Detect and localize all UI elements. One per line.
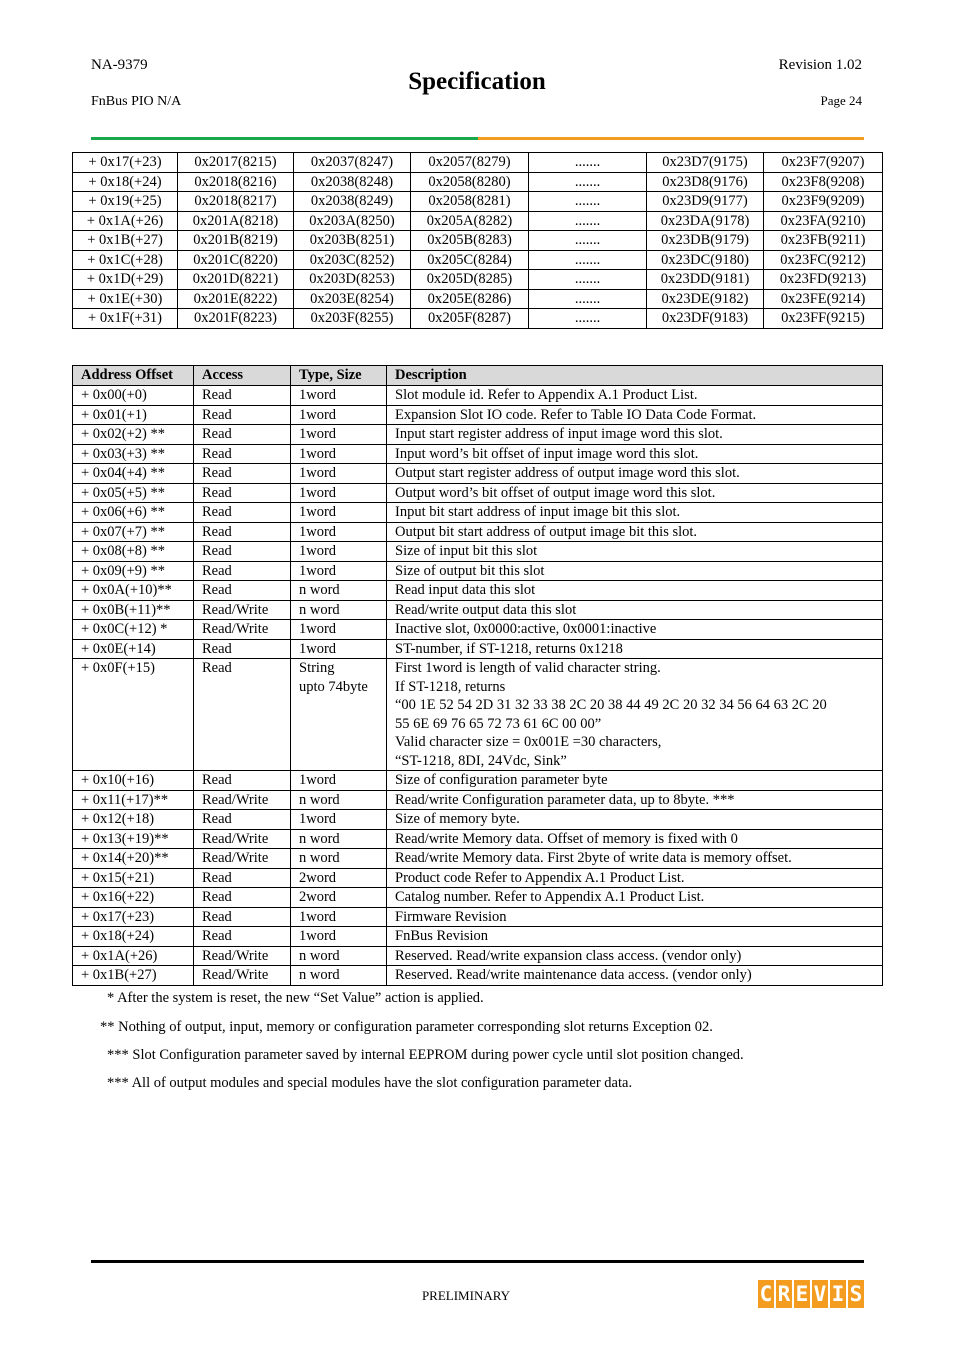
type-size-cell: n word	[291, 581, 387, 601]
table-row	[73, 153, 883, 173]
header-divider-green	[91, 137, 478, 140]
product-name: FnBus PIO N/A	[91, 94, 182, 109]
description-cell	[387, 639, 883, 659]
description-cell	[387, 888, 883, 908]
address-map-table	[72, 152, 883, 329]
type-size-cell: 1word	[291, 386, 387, 406]
access-cell: Read/Write	[194, 946, 291, 966]
table-row	[73, 790, 883, 810]
table-row	[73, 600, 883, 620]
description-line: Valid character size = 0x001E =30 characters,	[395, 734, 662, 750]
address-offset-cell: + 0x09(+9) **	[73, 561, 194, 581]
type-size-cell: 1word	[291, 771, 387, 791]
description-line: Size of memory byte.	[395, 811, 520, 827]
address-offset-cell: + 0x1A(+26)	[73, 946, 194, 966]
table-cell: 0x23FB(9211)	[764, 231, 883, 251]
type-size-cell: 1word	[291, 927, 387, 947]
type-size-cell: 2word	[291, 868, 387, 888]
page-number: Page 24	[820, 93, 862, 108]
table-cell: .......	[529, 250, 647, 270]
description-line: ST-number, if ST-1218, returns 0x1218	[395, 640, 623, 657]
access-cell: Read	[194, 771, 291, 791]
address-offset-cell: + 0x04(+4) **	[73, 464, 194, 484]
type-size-cell: 1word	[291, 444, 387, 464]
preliminary-label: PRELIMINARY	[421, 1288, 511, 1303]
table-header-row	[73, 366, 883, 386]
table-cell: 0x23DA(9178)	[647, 211, 764, 231]
type-size-cell: 2word	[291, 888, 387, 908]
access-cell: Read	[194, 581, 291, 601]
logo-letter: C	[759, 1282, 773, 1306]
table-cell: 0x23DC(9180)	[647, 250, 764, 270]
table-cell: 0x205A(8282)	[411, 211, 529, 231]
description-line: 55 6E 69 76 65 72 73 61 6C 00 00”	[395, 715, 602, 732]
description-cell	[387, 405, 883, 425]
table-row	[73, 927, 883, 947]
type-size-cell: n word	[291, 966, 387, 986]
description-cell	[387, 503, 883, 523]
table-cell: 0x2018(8216)	[178, 172, 294, 192]
table-cell: 0x201C(8220)	[178, 250, 294, 270]
description-line: Output word’s bit offset of output image word this slot.	[395, 484, 716, 501]
table-cell: .......	[529, 153, 647, 173]
description-line: Expansion Slot IO code. Refer to Table IO Data Code Format.	[395, 406, 757, 423]
table-row	[73, 231, 883, 251]
table-cell: 0x23DB(9179)	[647, 231, 764, 251]
address-offset-cell: + 0x12(+18)	[73, 810, 194, 830]
header-divider-orange	[478, 137, 864, 140]
address-offset-cell: + 0x11(+17)**	[73, 790, 194, 810]
table-cell: 0x203A(8250)	[294, 211, 411, 231]
table-cell: 0x2018(8217)	[178, 192, 294, 212]
table-cell: 0x2057(8279)	[411, 153, 529, 173]
table-cell: 0x201D(8221)	[178, 270, 294, 290]
description-cell	[387, 907, 883, 927]
column-header: Address Offset	[73, 366, 194, 386]
table-row	[73, 581, 883, 601]
table-cell: 0x205D(8285)	[411, 270, 529, 290]
access-cell: Read	[194, 907, 291, 927]
address-offset-cell: + 0x06(+6) **	[73, 503, 194, 523]
address-offset-cell: + 0x16(+22)	[73, 888, 194, 908]
table-cell: .......	[529, 211, 647, 231]
description-line: If ST-1218, returns	[395, 678, 506, 695]
table-row	[73, 425, 883, 445]
table-cell: 0x23FE(9214)	[764, 289, 883, 309]
access-cell: Read/Write	[194, 790, 291, 810]
description-cell	[387, 946, 883, 966]
description-cell	[387, 561, 883, 581]
address-offset-cell: + 0x0C(+12) *	[73, 620, 194, 640]
table-cell: + 0x1B(+27)	[73, 231, 178, 251]
description-cell	[387, 868, 883, 888]
table-cell: + 0x19(+25)	[73, 192, 178, 212]
type-size-cell: String upto 74byte	[291, 659, 387, 771]
table-cell: 0x23D9(9177)	[647, 192, 764, 212]
table-cell: + 0x18(+24)	[73, 172, 178, 192]
type-size-cell: 1word	[291, 522, 387, 542]
description-line: Inactive slot, 0x0000:active, 0x0001:inactive	[395, 621, 657, 637]
type-size-cell: n word	[291, 790, 387, 810]
table-row	[73, 810, 883, 830]
description-line: Output bit start address of output image bit this slot.	[395, 523, 698, 540]
type-size-cell: n word	[291, 946, 387, 966]
table-row	[73, 771, 883, 791]
description-line: Input bit start address of input image bit this slot.	[395, 504, 681, 520]
table-row	[73, 868, 883, 888]
table-cell: 0x23F7(9207)	[764, 153, 883, 173]
table-row	[73, 888, 883, 908]
description-cell	[387, 620, 883, 640]
table-cell: 0x23FC(9212)	[764, 250, 883, 270]
footnote: ** Nothing of output, input, memory or configuration parameter corresponding slot returns Exception 02.	[100, 1019, 713, 1035]
table-cell: 0x201B(8219)	[178, 231, 294, 251]
description-line: Input start register address of input image word this slot.	[395, 426, 723, 442]
table-row	[73, 250, 883, 270]
description-line: Product code Refer to Appendix A.1 Product List.	[395, 869, 685, 886]
address-offset-cell: + 0x18(+24)	[73, 927, 194, 947]
access-cell: Read	[194, 927, 291, 947]
table-cell: 0x201E(8222)	[178, 289, 294, 309]
description-line: Reserved. Read/write maintenance data access. (vendor only)	[395, 967, 752, 983]
logo-letter: V	[813, 1282, 827, 1306]
table-cell: .......	[529, 270, 647, 290]
access-cell: Read	[194, 503, 291, 523]
table-cell: 0x23D7(9175)	[647, 153, 764, 173]
table-cell: 0x203F(8255)	[294, 309, 411, 329]
column-header: Type, Size	[291, 366, 387, 386]
table-row	[73, 386, 883, 406]
address-offset-cell: + 0x03(+3) **	[73, 444, 194, 464]
address-offset-cell: + 0x05(+5) **	[73, 483, 194, 503]
access-cell: Read/Write	[194, 620, 291, 640]
description-line: Read/write Memory data. Offset of memory is fixed with 0	[395, 830, 738, 847]
table-row	[73, 849, 883, 869]
table-row	[73, 639, 883, 659]
table-row	[73, 405, 883, 425]
table-cell: 0x205B(8283)	[411, 231, 529, 251]
table-row	[73, 522, 883, 542]
address-offset-cell: + 0x0A(+10)**	[73, 581, 194, 601]
logo-letter: R	[777, 1282, 791, 1306]
table-cell: .......	[529, 192, 647, 212]
address-offset-cell: + 0x1B(+27)	[73, 966, 194, 986]
description-line: Read/write Memory data. First 2byte of write data is memory offset.	[395, 850, 792, 866]
table-cell: 0x205E(8286)	[411, 289, 529, 309]
table-row	[73, 270, 883, 290]
description-line: Read input data this slot	[395, 582, 536, 598]
table-cell: 0x201A(8218)	[178, 211, 294, 231]
type-size-cell: 1word	[291, 503, 387, 523]
type-size-cell: n word	[291, 600, 387, 620]
table-cell: 0x2037(8247)	[294, 153, 411, 173]
type-size-cell: 1word	[291, 620, 387, 640]
document-id: NA-9379	[91, 57, 148, 73]
table-cell: .......	[529, 289, 647, 309]
access-cell: Read	[194, 386, 291, 406]
table-cell: + 0x1F(+31)	[73, 309, 178, 329]
description-line: Read/write Configuration parameter data, up to 8byte. ***	[395, 791, 735, 808]
footnote: *** All of output modules and special modules have the slot configuration parameter data.	[107, 1075, 633, 1091]
column-header: Description	[387, 366, 883, 386]
table-cell: 0x23F8(9208)	[764, 172, 883, 192]
table-cell: + 0x17(+23)	[73, 153, 178, 173]
address-offset-cell: + 0x13(+19)**	[73, 829, 194, 849]
description-line: Catalog number. Refer to Appendix A.1 Product List.	[395, 889, 705, 905]
logo-letter: I	[831, 1282, 845, 1306]
table-cell: 0x23DD(9181)	[647, 270, 764, 290]
description-line: First 1word is length of valid character string.	[395, 660, 661, 676]
table-row	[73, 907, 883, 927]
footnote: * After the system is reset, the new “Set Value” action is applied.	[107, 990, 484, 1006]
description-line: Input word’s bit offset of input image word this slot.	[395, 445, 699, 462]
description-line: Firmware Revision	[395, 908, 507, 925]
access-cell: Read	[194, 659, 291, 771]
address-offset-cell: + 0x0E(+14)	[73, 639, 194, 659]
address-offset-cell: + 0x08(+8) **	[73, 542, 194, 562]
table-cell: 0x23F9(9209)	[764, 192, 883, 212]
table-cell: + 0x1E(+30)	[73, 289, 178, 309]
table-cell: 0x2058(8281)	[411, 192, 529, 212]
page-title: Specification	[408, 68, 546, 95]
table-cell: 0x203C(8252)	[294, 250, 411, 270]
description-cell	[387, 483, 883, 503]
address-offset-cell: + 0x14(+20)**	[73, 849, 194, 869]
table-cell: + 0x1D(+29)	[73, 270, 178, 290]
access-cell: Read	[194, 810, 291, 830]
table-cell: 0x205F(8287)	[411, 309, 529, 329]
table-cell: + 0x1C(+28)	[73, 250, 178, 270]
table-cell: 0x2038(8248)	[294, 172, 411, 192]
description-cell	[387, 771, 883, 791]
description-cell	[387, 444, 883, 464]
access-cell: Read	[194, 425, 291, 445]
type-size-cell: 1word	[291, 405, 387, 425]
address-offset-cell: + 0x07(+7) **	[73, 522, 194, 542]
table-cell: 0x203D(8253)	[294, 270, 411, 290]
access-cell: Read	[194, 405, 291, 425]
description-line: Size of output bit this slot	[395, 562, 545, 579]
type-size-cell: 1word	[291, 639, 387, 659]
address-offset-cell: + 0x01(+1)	[73, 405, 194, 425]
table-cell: 0x23DE(9182)	[647, 289, 764, 309]
type-size-cell: 1word	[291, 425, 387, 445]
access-cell: Read	[194, 444, 291, 464]
table-row	[73, 966, 883, 986]
address-offset-cell: + 0x0B(+11)**	[73, 600, 194, 620]
type-size-cell: 1word	[291, 542, 387, 562]
table-row	[73, 289, 883, 309]
access-cell: Read	[194, 522, 291, 542]
table-row	[73, 172, 883, 192]
type-size-cell: 1word	[291, 464, 387, 484]
footnote: *** Slot Configuration parameter saved by internal EEPROM during power cycle until slot position changed.	[107, 1047, 744, 1063]
description-line: “ST-1218, 8DI, 24Vdc, Sink”	[395, 752, 567, 769]
address-offset-cell: + 0x15(+21)	[73, 868, 194, 888]
table-row	[73, 659, 883, 771]
table-row	[73, 309, 883, 329]
access-cell: Read	[194, 561, 291, 581]
table-row	[73, 946, 883, 966]
access-cell: Read/Write	[194, 600, 291, 620]
table-cell: .......	[529, 309, 647, 329]
table-cell: 0x201F(8223)	[178, 309, 294, 329]
table-cell: 0x23FA(9210)	[764, 211, 883, 231]
table-cell: 0x23D8(9176)	[647, 172, 764, 192]
table-cell: 0x2038(8249)	[294, 192, 411, 212]
description-cell	[387, 790, 883, 810]
description-cell	[387, 829, 883, 849]
description-cell	[387, 522, 883, 542]
table-row	[73, 542, 883, 562]
address-offset-cell: + 0x02(+2) **	[73, 425, 194, 445]
description-cell	[387, 386, 883, 406]
description-line: Size of input bit this slot	[395, 543, 538, 559]
table-cell: 0x205C(8284)	[411, 250, 529, 270]
description-line: “00 1E 52 54 2D 31 32 33 38 2C 20 38 44 49 2C 20 32 34 56 64 63 2C 20	[395, 697, 827, 713]
description-line: Slot module id. Refer to Appendix A.1 Product List.	[395, 387, 698, 403]
description-cell	[387, 659, 883, 771]
description-cell	[387, 542, 883, 562]
address-offset-cell: + 0x0F(+15)	[73, 659, 194, 771]
table-cell: 0x23DF(9183)	[647, 309, 764, 329]
footer-divider	[91, 1260, 864, 1263]
crevis-logo	[758, 1280, 864, 1308]
access-cell: Read	[194, 868, 291, 888]
type-size-cell: 1word	[291, 561, 387, 581]
table-row	[73, 192, 883, 212]
table-row	[73, 561, 883, 581]
table-cell: 0x203E(8254)	[294, 289, 411, 309]
table-row	[73, 464, 883, 484]
table-cell: .......	[529, 231, 647, 251]
address-offset-cell: + 0x17(+23)	[73, 907, 194, 927]
table-row	[73, 444, 883, 464]
type-size-cell: n word	[291, 829, 387, 849]
revision-label: Revision 1.02	[778, 57, 862, 73]
access-cell: Read/Write	[194, 966, 291, 986]
column-header: Access	[194, 366, 291, 386]
description-line: Output start register address of output image word this slot.	[395, 465, 740, 481]
address-offset-cell: + 0x10(+16)	[73, 771, 194, 791]
description-cell	[387, 966, 883, 986]
access-cell: Read/Write	[194, 829, 291, 849]
table-cell: 0x2058(8280)	[411, 172, 529, 192]
table-row	[73, 483, 883, 503]
type-size-cell: 1word	[291, 810, 387, 830]
logo-letter: S	[849, 1282, 863, 1306]
description-line: Reserved. Read/write expansion class access. (vendor only)	[395, 947, 742, 964]
table-cell: 0x203B(8251)	[294, 231, 411, 251]
access-cell: Read	[194, 639, 291, 659]
type-size-cell: 1word	[291, 907, 387, 927]
table-cell: 0x23FF(9215)	[764, 309, 883, 329]
access-cell: Read	[194, 542, 291, 562]
description-cell	[387, 581, 883, 601]
description-cell	[387, 927, 883, 947]
table-cell: + 0x1A(+26)	[73, 211, 178, 231]
table-cell: 0x23FD(9213)	[764, 270, 883, 290]
access-cell: Read	[194, 483, 291, 503]
table-cell: 0x2017(8215)	[178, 153, 294, 173]
description-cell	[387, 425, 883, 445]
table-row	[73, 211, 883, 231]
table-row	[73, 503, 883, 523]
description-cell	[387, 849, 883, 869]
access-cell: Read	[194, 464, 291, 484]
access-cell: Read/Write	[194, 849, 291, 869]
table-row	[73, 829, 883, 849]
description-line: Size of configuration parameter byte	[395, 772, 608, 788]
type-size-cell: n word	[291, 849, 387, 869]
description-cell	[387, 600, 883, 620]
description-cell	[387, 464, 883, 484]
address-offset-cell: + 0x00(+0)	[73, 386, 194, 406]
table-cell: .......	[529, 172, 647, 192]
description-line: FnBus Revision	[395, 928, 489, 944]
logo-letter: E	[795, 1282, 809, 1306]
description-cell	[387, 810, 883, 830]
description-line: Read/write output data this slot	[395, 601, 577, 618]
access-cell: Read	[194, 888, 291, 908]
type-size-cell: 1word	[291, 483, 387, 503]
table-row	[73, 620, 883, 640]
slot-register-table	[72, 365, 883, 986]
